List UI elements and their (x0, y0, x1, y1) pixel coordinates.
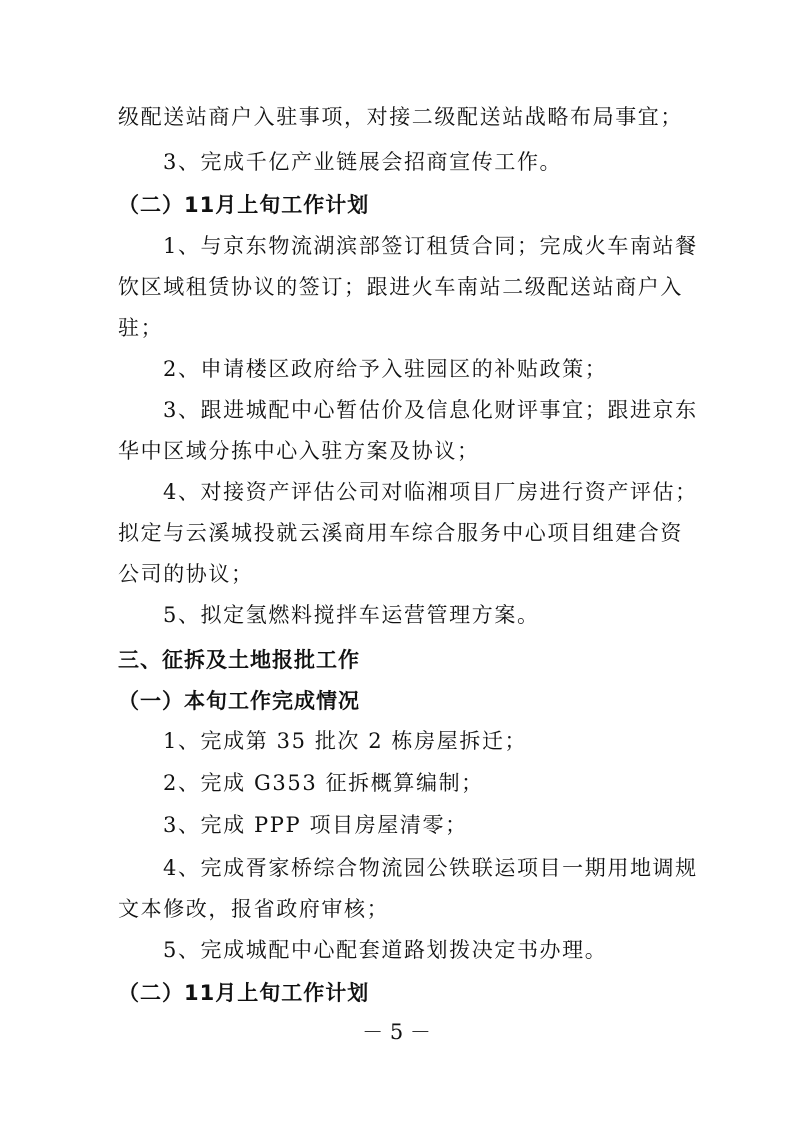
list-item: 3、完成 PPP 项目房屋清零； (163, 813, 468, 837)
page-number: － 5 － (362, 1020, 431, 1044)
list-item: 1、完成第 35 批次 2 栋房屋拆迁； (163, 729, 528, 753)
text-line: 华中区域分拣中心入驻方案及协议； (118, 439, 480, 463)
list-item: 3、跟进城配中心暂估价及信息化财评事宜；跟进京东 (163, 398, 698, 422)
list-item: 5、完成城配中心配套道路划拨决定书办理。 (163, 938, 608, 962)
text-line: 拟定与云溪城投就云溪商用车综合服务中心项目组建合资 (118, 521, 683, 545)
list-item: 2、申请楼区政府给予入驻园区的补贴政策； (163, 357, 608, 381)
list-item: 4、完成胥家桥综合物流园公铁联运项目一期用地调规 (163, 856, 698, 880)
section-subheading: （二）11月上旬工作计划 (118, 981, 370, 1005)
text-line: 文本修改，报省政府审核； (118, 897, 390, 921)
text-line: 公司的协议； (118, 562, 254, 586)
section-subheading: （二）11月上旬工作计划 (118, 193, 370, 217)
list-item: 2、完成 G353 征拆概算编制； (163, 771, 484, 795)
list-item: 4、对接资产评估公司对临湘项目厂房进行资产评估； (163, 480, 698, 504)
section-subheading: （一）本旬工作完成情况 (118, 689, 360, 713)
list-item: 5、拟定氢燃料搅拌车运营管理方案。 (163, 603, 540, 627)
text-line: 级配送站商户入驻事项，对接二级配送站战略布局事宜； (118, 105, 683, 129)
list-item: 3、完成千亿产业链展会招商宣传工作。 (163, 150, 563, 174)
list-item: 1、与京东物流湖滨部签订租赁合同；完成火车南站餐 (163, 234, 698, 258)
section-heading: 三、征拆及土地报批工作 (118, 648, 360, 672)
text-line: 饮区域租赁协议的签订；跟进火车南站二级配送站商户入 (118, 275, 683, 299)
text-line: 驻； (118, 316, 164, 340)
